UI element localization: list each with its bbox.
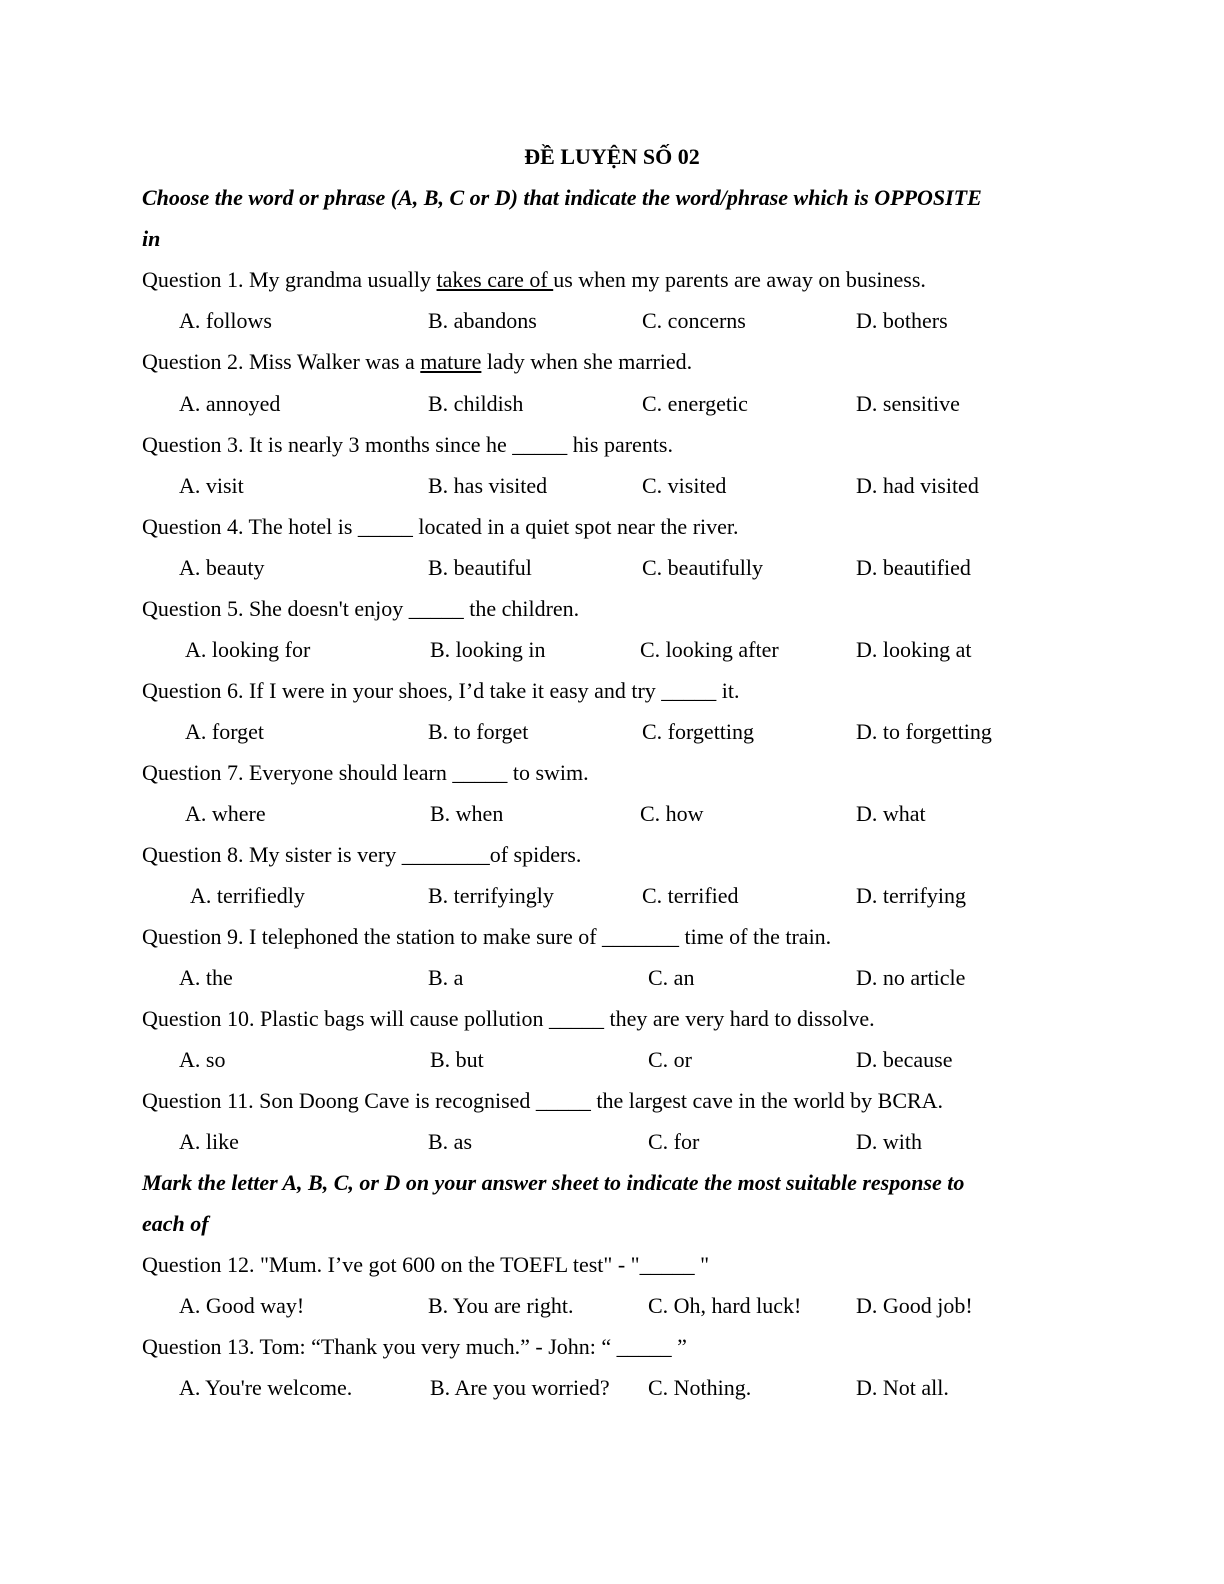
option-d: D. to forgetting bbox=[856, 719, 992, 744]
question-2-options bbox=[0, 389, 1224, 419]
question-7: Question 7. Everyone should learn _____ to swim. bbox=[142, 760, 589, 785]
option-b: B. when bbox=[430, 801, 504, 826]
question-2-underlined-word: mature bbox=[420, 349, 482, 374]
option-b: B. to forget bbox=[428, 719, 529, 744]
instruction-2-line-2: each of bbox=[142, 1211, 209, 1236]
option-c: C. or bbox=[648, 1047, 692, 1072]
question-2 bbox=[142, 347, 692, 377]
option-a: A. You're welcome. bbox=[179, 1375, 353, 1400]
question-12-options bbox=[0, 1291, 1224, 1321]
option-a: A. visit bbox=[179, 473, 244, 498]
option-a: A. where bbox=[185, 801, 266, 826]
option-b: B. abandons bbox=[428, 308, 537, 333]
question-2-text-post: lady when she married. bbox=[481, 349, 693, 374]
option-a: A. Good way! bbox=[179, 1293, 305, 1318]
option-a: A. beauty bbox=[179, 555, 265, 580]
option-d: D. because bbox=[856, 1047, 953, 1072]
option-b: B. looking in bbox=[430, 637, 546, 662]
option-d: D. beautified bbox=[856, 555, 971, 580]
question-4-options bbox=[0, 553, 1224, 583]
question-5: Question 5. She doesn't enjoy _____ the children. bbox=[142, 596, 580, 621]
option-a: A. looking for bbox=[185, 637, 311, 662]
option-b: B. Are you worried? bbox=[430, 1375, 610, 1400]
question-6-options bbox=[0, 717, 1224, 747]
option-c: C. Oh, hard luck! bbox=[648, 1293, 802, 1318]
question-13: Question 13. Tom: “Thank you very much.” - John: “ _____ ” bbox=[142, 1334, 687, 1359]
instruction-1-line-2: in bbox=[142, 226, 161, 251]
option-c: C. for bbox=[648, 1129, 700, 1154]
question-4: Question 4. The hotel is _____ located in a quiet spot near the river. bbox=[142, 514, 739, 539]
option-d: D. Good job! bbox=[856, 1293, 973, 1318]
option-d: D. terrifying bbox=[856, 883, 966, 908]
option-c: C. forgetting bbox=[642, 719, 755, 744]
instruction-2-line-1: Mark the letter A, B, C, or D on your answer sheet to indicate the most suitable response to bbox=[142, 1170, 965, 1195]
question-1-underlined-phrase: takes care of bbox=[436, 267, 554, 292]
question-9-options bbox=[0, 963, 1224, 993]
instruction-1-line-1: Choose the word or phrase (A, B, C or D) that indicate the word/phrase which is OPPOSITE bbox=[142, 185, 982, 210]
question-9: Question 9. I telephoned the station to make sure of _______ time of the train. bbox=[142, 924, 832, 949]
option-b: B. beautiful bbox=[428, 555, 532, 580]
option-d: D. looking at bbox=[856, 637, 972, 662]
page-title: ĐỀ LUYỆN SỐ 02 bbox=[524, 144, 700, 169]
option-c: C. an bbox=[648, 965, 695, 990]
option-d: D. had visited bbox=[856, 473, 979, 498]
option-c: C. energetic bbox=[642, 391, 748, 416]
question-5-options bbox=[0, 635, 1224, 665]
question-13-options bbox=[0, 1373, 1224, 1403]
option-b: B. You are right. bbox=[428, 1293, 574, 1318]
option-b: B. but bbox=[430, 1047, 484, 1072]
option-a: A. like bbox=[179, 1129, 239, 1154]
option-b: B. childish bbox=[428, 391, 524, 416]
option-d: D. what bbox=[856, 801, 926, 826]
option-a: A. forget bbox=[185, 719, 265, 744]
option-d: D. with bbox=[856, 1129, 922, 1154]
question-8: Question 8. My sister is very ________of spiders. bbox=[142, 842, 582, 867]
question-8-options bbox=[0, 881, 1224, 911]
option-c: C. looking after bbox=[640, 637, 779, 662]
question-7-options bbox=[0, 799, 1224, 829]
question-10: Question 10. Plastic bags will cause pollution _____ they are very hard to dissolve. bbox=[142, 1006, 875, 1031]
option-b: B. a bbox=[428, 965, 464, 990]
question-11-options bbox=[0, 1127, 1224, 1157]
question-12: Question 12. "Mum. I’ve got 600 on the TOEFL test" - "_____ " bbox=[142, 1252, 710, 1277]
option-c: C. Nothing. bbox=[648, 1375, 752, 1400]
question-2-text-pre: Question 2. Miss Walker was a bbox=[142, 349, 421, 374]
question-1-text-pre: Question 1. My grandma usually bbox=[142, 267, 437, 292]
option-a: A. follows bbox=[179, 308, 272, 333]
question-1-text-post: us when my parents are away on business. bbox=[553, 267, 926, 292]
option-a: A. terrifiedly bbox=[190, 883, 305, 908]
question-1 bbox=[142, 265, 926, 295]
question-11: Question 11. Son Doong Cave is recognised _____ the largest cave in the world by BCRA. bbox=[142, 1088, 944, 1113]
option-c: C. terrified bbox=[642, 883, 739, 908]
option-b: B. as bbox=[428, 1129, 472, 1154]
option-c: C. visited bbox=[642, 473, 727, 498]
option-d: D. sensitive bbox=[856, 391, 960, 416]
option-c: C. beautifully bbox=[642, 555, 763, 580]
option-d: D. Not all. bbox=[856, 1375, 949, 1400]
question-10-options bbox=[0, 1045, 1224, 1075]
option-b: B. terrifyingly bbox=[428, 883, 554, 908]
question-3: Question 3. It is nearly 3 months since he _____ his parents. bbox=[142, 432, 673, 457]
option-d: D. no article bbox=[856, 965, 966, 990]
question-1-options bbox=[0, 306, 1224, 336]
question-6: Question 6. If I were in your shoes, I’d take it easy and try _____ it. bbox=[142, 678, 740, 703]
option-c: C. concerns bbox=[642, 308, 746, 333]
option-c: C. how bbox=[640, 801, 704, 826]
option-a: A. so bbox=[179, 1047, 226, 1072]
option-a: A. the bbox=[179, 965, 233, 990]
option-b: B. has visited bbox=[428, 473, 548, 498]
option-a: A. annoyed bbox=[179, 391, 281, 416]
question-3-options bbox=[0, 471, 1224, 501]
option-d: D. bothers bbox=[856, 308, 948, 333]
